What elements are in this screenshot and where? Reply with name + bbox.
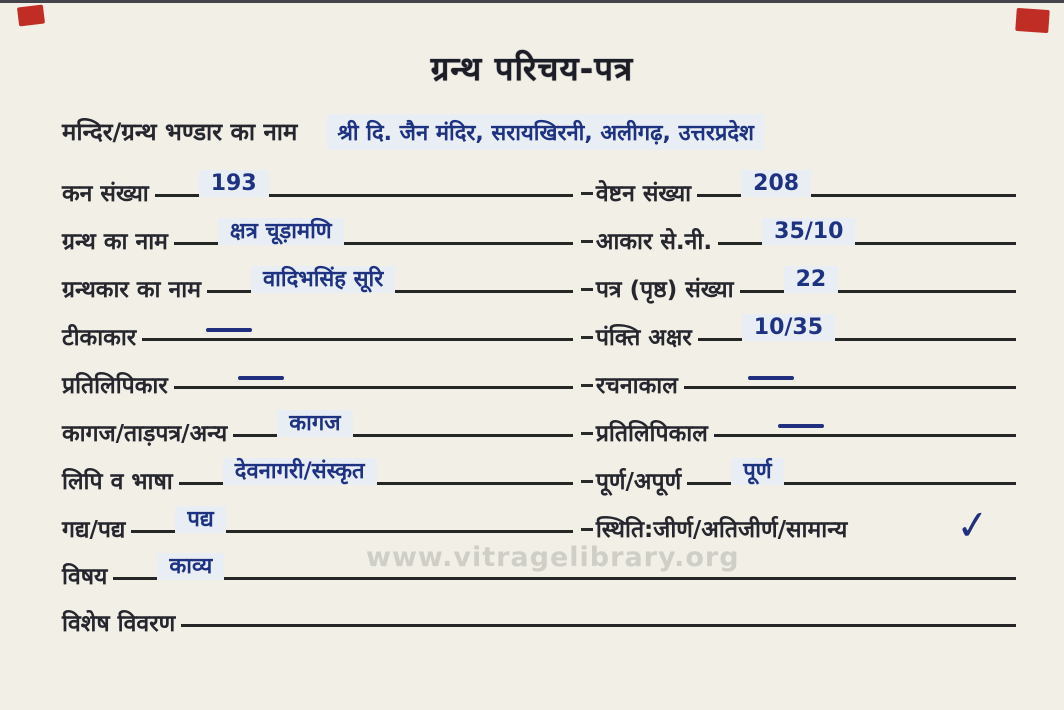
fill-line bbox=[698, 304, 1016, 341]
field-value: काव्य bbox=[157, 553, 224, 580]
fill-line bbox=[113, 543, 1016, 580]
field-label: टीकाकार bbox=[62, 324, 137, 351]
field-value: पद्य bbox=[175, 506, 225, 533]
field-row-right bbox=[581, 210, 1016, 258]
field-row-full bbox=[62, 546, 1016, 593]
field-label: स्थिति:जीर्ण/अतिजीर्ण/सामान्य bbox=[595, 516, 848, 543]
field-label: पंक्ति अक्षर bbox=[595, 324, 692, 351]
field-label: पूर्ण/अपूर्ण bbox=[595, 468, 682, 495]
right-column bbox=[573, 162, 1016, 551]
fill-line bbox=[131, 496, 572, 533]
field-label: आकार से.नी. bbox=[595, 228, 713, 255]
field-label: विशेष विवरण bbox=[62, 610, 176, 637]
field-row-left bbox=[62, 258, 573, 306]
field-row-right bbox=[581, 354, 1016, 402]
field-row-left bbox=[62, 306, 573, 354]
field-row-full bbox=[62, 593, 1016, 640]
blank-dash bbox=[748, 376, 794, 380]
fill-line bbox=[174, 352, 573, 389]
field-label: लिपि व भाषा bbox=[62, 468, 173, 495]
field-value: 208 bbox=[741, 170, 811, 197]
field-label: कागज/ताड़पत्र/अन्य bbox=[62, 420, 228, 447]
field-label: मन्दिर/ग्रन्थ भण्डार का नाम bbox=[62, 118, 298, 146]
field-value: 35/10 bbox=[762, 218, 855, 245]
field-value: 193 bbox=[199, 170, 269, 197]
fill-line bbox=[179, 448, 573, 485]
page-title: ग्रन्थ परिचय-पत्र bbox=[430, 49, 634, 88]
field-row-left bbox=[62, 210, 573, 258]
blank-dash bbox=[238, 376, 284, 380]
field-row-right bbox=[581, 402, 1016, 450]
fill-line bbox=[718, 208, 1016, 245]
field-value: क्षत्र चूड़ामणि bbox=[218, 218, 344, 245]
fill-line bbox=[142, 304, 573, 341]
field-row-left bbox=[62, 498, 573, 546]
field-row-right bbox=[581, 498, 1016, 551]
field-label: प्रतिलिपिकार bbox=[62, 372, 168, 399]
field-value: 10/35 bbox=[742, 314, 835, 341]
fill-line bbox=[684, 352, 1016, 389]
field-value: पूर्ण bbox=[731, 458, 783, 485]
field-label: गद्य/पद्य bbox=[62, 516, 126, 543]
left-column bbox=[62, 162, 573, 546]
field-row-left bbox=[62, 402, 573, 450]
field-row-right bbox=[581, 258, 1016, 306]
fill-line bbox=[740, 256, 1016, 293]
field-value: 22 bbox=[784, 266, 839, 293]
field-label: रचनाकाल bbox=[595, 372, 678, 399]
red-scan-mark-top-left bbox=[17, 4, 45, 26]
fill-line bbox=[233, 400, 573, 437]
fill-line bbox=[181, 590, 1016, 627]
fields-grid bbox=[62, 162, 1016, 551]
field-label: प्रतिलिपिकाल bbox=[595, 420, 708, 447]
field-row-temple-name bbox=[62, 114, 1014, 150]
field-label: वेष्टन संख्या bbox=[595, 180, 692, 207]
fill-line bbox=[155, 160, 573, 197]
fill-line bbox=[207, 256, 573, 293]
field-value: श्री दि. जैन मंदिर, सरायखिरनी, अलीगढ़, उत्तरप्रदेश bbox=[327, 114, 764, 150]
field-label: पत्र (पृष्ठ) संख्या bbox=[595, 276, 734, 303]
fill-line bbox=[697, 160, 1016, 197]
field-label: विषय bbox=[62, 563, 108, 590]
field-row-left bbox=[62, 162, 573, 210]
field-row-left bbox=[62, 354, 573, 402]
field-value: कागज bbox=[277, 410, 352, 437]
full-width-rows bbox=[62, 546, 1016, 640]
field-label: ग्रन्थ का नाम bbox=[62, 228, 168, 255]
blank-dash bbox=[206, 328, 252, 332]
field-label: ग्रन्थकार का नाम bbox=[62, 276, 201, 303]
fill-line bbox=[174, 208, 573, 245]
status-tick-mark: ✓ bbox=[954, 501, 993, 551]
field-row-right bbox=[581, 450, 1016, 498]
watermark-text: www.vitragelibrary.org bbox=[366, 542, 740, 573]
blank-dash bbox=[778, 424, 824, 428]
fill-line bbox=[714, 400, 1016, 437]
field-value: वादिभसिंह सूरि bbox=[251, 266, 395, 293]
field-label: कन संख्या bbox=[62, 180, 149, 207]
fill-line bbox=[687, 448, 1016, 485]
field-row-right bbox=[581, 306, 1016, 354]
field-row-right bbox=[581, 162, 1016, 210]
red-scan-mark-top-right bbox=[1015, 8, 1050, 33]
field-value: देवनागरी/संस्कृत bbox=[223, 458, 377, 485]
field-row-left bbox=[62, 450, 573, 498]
